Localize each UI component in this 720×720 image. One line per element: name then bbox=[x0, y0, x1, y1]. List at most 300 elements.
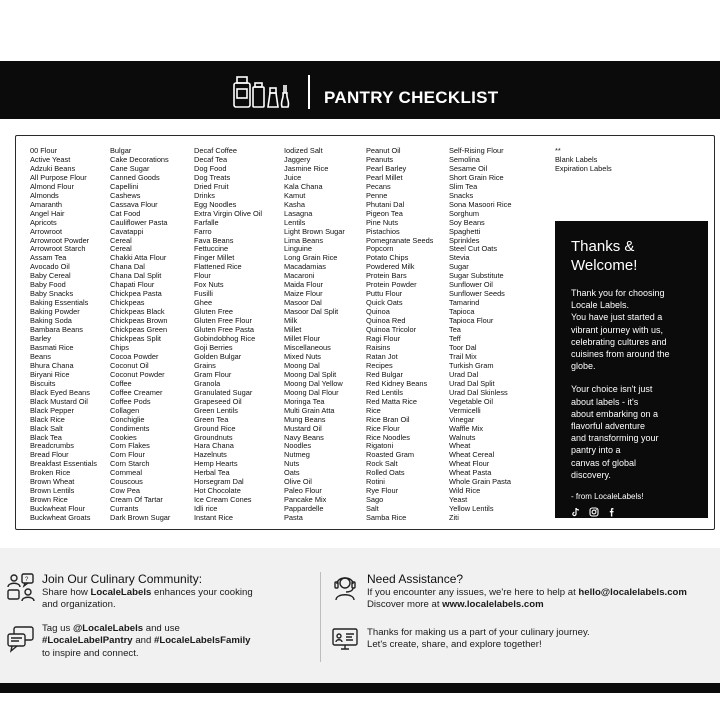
welcome-paragraph-2 bbox=[571, 383, 698, 481]
checklist-item: Sugar bbox=[449, 262, 469, 272]
hashtag-family[interactable]: #LocaleLabelsFamily bbox=[154, 635, 251, 647]
welcome-line: Locale Labels. bbox=[571, 300, 630, 311]
bottom-bar bbox=[0, 683, 720, 693]
checklist-item: Quinoa Red bbox=[366, 316, 406, 326]
support-email-link[interactable]: hello@localelabels.com bbox=[578, 587, 687, 598]
checklist-item: Cow Pea bbox=[110, 486, 140, 496]
checklist-item: Jaggery bbox=[284, 154, 311, 164]
checklist-item: Chips bbox=[110, 342, 129, 352]
checklist-item: Paleo Flour bbox=[284, 486, 322, 496]
checklist-item: Flattened Rice bbox=[194, 262, 242, 272]
checklist-item: Quinoa bbox=[366, 307, 390, 317]
welcome-paragraph-1 bbox=[571, 287, 698, 372]
checklist-item: Decaf Coffee bbox=[194, 146, 238, 155]
checklist-item: Masoor Dal bbox=[284, 298, 322, 308]
checklist-item: Yeast bbox=[449, 495, 468, 505]
checklist-item: Miscellaneous bbox=[284, 342, 331, 352]
checklist-item: Wheat Cereal bbox=[449, 450, 495, 460]
checklist-item: Moong Dal Split bbox=[284, 369, 337, 379]
checklist-item: Slim Tea bbox=[449, 181, 478, 191]
checklist-item: Ice Cream Cones bbox=[194, 495, 252, 505]
header-divider bbox=[308, 75, 310, 109]
checklist-item: Lasagna bbox=[284, 208, 313, 218]
checklist-item: Rigatoni bbox=[366, 441, 394, 451]
checklist-item: Roasted Gram bbox=[366, 450, 415, 460]
checklist-item: Mixed Nuts bbox=[284, 351, 321, 361]
header-bar bbox=[0, 61, 720, 119]
checklist-item: Rotini bbox=[366, 477, 385, 487]
checklist-item: Soy Beans bbox=[449, 217, 485, 227]
welcome-line: canvas of global bbox=[571, 457, 637, 468]
thanks-text: Thanks for making us a part of your culinary journey. Let's create, share, and explore together! bbox=[367, 627, 590, 651]
checklist-item: Corn Flakes bbox=[110, 441, 150, 451]
checklist-item: Bhura Chana bbox=[30, 360, 74, 370]
checklist-column-6 bbox=[449, 147, 511, 523]
checklist-item: Black Eyed Beans bbox=[30, 387, 90, 397]
checklist-item: Self-Rising Flour bbox=[449, 146, 504, 155]
checklist-item: Baby Food bbox=[30, 280, 66, 290]
checklist-item: Amaranth bbox=[30, 199, 63, 209]
checklist-item: Baking Powder bbox=[30, 307, 80, 317]
checklist-item: Vermicelli bbox=[449, 405, 481, 415]
checklist-item: Ragi Flour bbox=[366, 334, 401, 344]
checklist-item: Pancake Mix bbox=[284, 495, 327, 505]
checklist-item: Cereal bbox=[110, 244, 132, 254]
checklist-item: Baking Soda bbox=[30, 316, 72, 326]
checklist-item: Short Grain Rice bbox=[449, 172, 504, 182]
checklist-item: Beans bbox=[30, 351, 51, 361]
checklist-item: Arrowroot bbox=[30, 226, 63, 236]
checklist-item: Mung Beans bbox=[284, 414, 326, 424]
checklist-item: Buckwheat Flour bbox=[30, 504, 86, 514]
checklist-column-2 bbox=[110, 147, 170, 523]
checklist-item: Black Mustard Oil bbox=[30, 396, 88, 406]
checklist-item: Gluten Free Pasta bbox=[194, 325, 254, 335]
checklist-item: Angel Hair bbox=[30, 208, 65, 218]
checklist-item: Wheat Flour bbox=[449, 459, 490, 469]
checklist-item: Milk bbox=[284, 316, 298, 326]
pantry-jars-icon bbox=[232, 71, 294, 111]
checklist-item: Broken Rice bbox=[30, 468, 71, 478]
checklist-item: Oats bbox=[284, 468, 300, 478]
checklist-item: Granola bbox=[194, 378, 221, 388]
checklist-item: Kasha bbox=[284, 199, 305, 209]
checklist-item: Egg Noodles bbox=[194, 199, 237, 209]
checklist-item: Adzuki Beans bbox=[30, 163, 76, 173]
checklist-item: Chickpeas Split bbox=[110, 334, 161, 344]
welcome-line: flavorful adventure bbox=[571, 421, 646, 432]
footer-divider bbox=[320, 572, 321, 662]
instagram-handle[interactable]: @LocaleLabels bbox=[72, 623, 144, 634]
checklist-item: Biryani Rice bbox=[30, 369, 70, 379]
checklist-item: Spaghetti bbox=[449, 226, 481, 236]
checklist-item: Red Kidney Beans bbox=[366, 378, 428, 388]
checklist-item: Black Pepper bbox=[30, 405, 74, 415]
checklist-item: Dog Food bbox=[194, 163, 227, 173]
instagram-icon[interactable] bbox=[589, 507, 599, 517]
checklist-item: Almond Flour bbox=[30, 181, 74, 191]
checklist-item: Arrowroot Starch bbox=[30, 244, 86, 254]
welcome-line: and transforming your bbox=[571, 433, 659, 444]
checklist-item: Cake Decorations bbox=[110, 154, 169, 164]
checklist-item: Ratan Jot bbox=[366, 351, 398, 361]
checklist-item: Collagen bbox=[110, 405, 140, 415]
checklist-item: Cassava Flour bbox=[110, 199, 158, 209]
checklist-item: Rye Flour bbox=[366, 486, 399, 496]
checklist-item: Waffle Mix bbox=[449, 423, 484, 433]
checklist-item: Farfalle bbox=[194, 217, 219, 227]
svg-text:?: ? bbox=[25, 577, 29, 583]
welcome-line: discovery. bbox=[571, 469, 611, 480]
checklist-item: Brown Wheat bbox=[30, 477, 75, 487]
share-screen-icon bbox=[330, 624, 360, 654]
checklist-column-4 bbox=[284, 147, 345, 523]
checklist-item: Chana Dal bbox=[110, 262, 145, 272]
checklist-item: Protein Powder bbox=[366, 280, 417, 290]
checklist-item: Rock Salt bbox=[366, 459, 398, 469]
checklist-item: Coffee bbox=[110, 378, 132, 388]
checklist-item: Maida Flour bbox=[284, 280, 324, 290]
checklist-item: Protein Bars bbox=[366, 271, 407, 281]
checklist-item: Brown Lentils bbox=[30, 486, 75, 496]
checklist-item: Chapati Flour bbox=[110, 280, 155, 290]
community-people-icon bbox=[6, 572, 36, 602]
checklist-item: Cane Sugar bbox=[110, 163, 150, 173]
checklist-item: Chakki Atta Flour bbox=[110, 253, 167, 263]
checklist-item: Tamarind bbox=[449, 298, 480, 308]
checklist-item: Cat Food bbox=[110, 208, 141, 218]
assistance-heading: Need Assistance? bbox=[367, 572, 464, 586]
checklist-item: Flour bbox=[194, 271, 211, 281]
checklist-item: Farro bbox=[194, 226, 212, 236]
welcome-line: cuisines from around the bbox=[571, 349, 670, 360]
checklist-item: Chana Dal Split bbox=[110, 271, 162, 281]
checklist-item: Pappardelle bbox=[284, 504, 324, 514]
checklist-item: Chickpeas Brown bbox=[110, 316, 168, 326]
checklist-column-1 bbox=[30, 147, 97, 523]
checklist-item: Pearl Millet bbox=[366, 172, 403, 182]
checklist-item: Bulgar bbox=[110, 146, 132, 155]
checklist-item: Couscous bbox=[110, 477, 143, 487]
checklist-item: Hot Chocolate bbox=[194, 486, 241, 496]
checklist-item: Horsegram Dal bbox=[194, 477, 244, 487]
checklist-item: Instant Rice bbox=[194, 513, 234, 523]
checklist-item: Breakfast Essentials bbox=[30, 459, 97, 469]
checklist-item: Maize Flour bbox=[284, 289, 323, 299]
checklist-item: Pearl Barley bbox=[366, 163, 407, 173]
checklist-item: All Purpose Flour bbox=[30, 172, 87, 182]
checklist-item: Breadcrumbs bbox=[30, 441, 74, 451]
checklist-item: Bread Flour bbox=[30, 450, 69, 460]
checklist-item: Coconut Powder bbox=[110, 369, 165, 379]
checklist-item: Tea bbox=[449, 325, 461, 335]
checklist-item: Salt bbox=[366, 504, 379, 514]
checklist-item: Cocoa Powder bbox=[110, 351, 159, 361]
checklist-item: Green Tea bbox=[194, 414, 229, 424]
checklist-item: Urad Dal Split bbox=[449, 378, 495, 388]
checklist-item: Active Yeast bbox=[30, 154, 71, 164]
checklist-item: Bambara Beans bbox=[30, 325, 83, 335]
checklist-item: Almonds bbox=[30, 190, 59, 200]
checklist-item: Herbal Tea bbox=[194, 468, 230, 478]
checklist-item: Black Rice bbox=[30, 414, 65, 424]
checklist-item: Urad Dal bbox=[449, 369, 479, 379]
checklist-item: Puttu Flour bbox=[366, 289, 403, 299]
checklist-item: Peanut Oil bbox=[366, 146, 401, 155]
welcome-line: Thank you for choosing bbox=[571, 288, 665, 298]
checklist-item: Semolina bbox=[449, 154, 480, 164]
checklist-item: Sorghum bbox=[449, 208, 479, 218]
checklist-item: Quick Oats bbox=[366, 298, 403, 308]
checklist-item: Rice bbox=[366, 405, 381, 415]
checklist-item: Dog Treats bbox=[194, 172, 231, 182]
checklist-item: Pistachios bbox=[366, 226, 400, 236]
checklist-item: Condiments bbox=[110, 423, 150, 433]
checklist-item: Lima Beans bbox=[284, 235, 324, 245]
chat-bubble-icon bbox=[6, 624, 36, 654]
checklist-item: Yellow Lentils bbox=[449, 504, 494, 514]
checklist-item: Grains bbox=[194, 360, 216, 370]
welcome-line: globe. bbox=[571, 361, 596, 372]
checklist-item: Rice Noodles bbox=[366, 432, 410, 442]
checklist-item: Decaf Tea bbox=[194, 154, 228, 164]
checklist-item: Red Bulgar bbox=[366, 369, 403, 379]
checklist-item: Vinegar bbox=[449, 414, 475, 424]
checklist-item: Ghee bbox=[194, 298, 213, 308]
checklist-item: Mustard Oil bbox=[284, 423, 322, 433]
support-agent-icon bbox=[330, 572, 360, 602]
checklist-item: Sona Masoori Rice bbox=[449, 199, 512, 209]
checklist-item: Pigeon Tea bbox=[366, 208, 403, 218]
checklist-item: Moringa Tea bbox=[284, 396, 325, 406]
checklist-item: Wild Rice bbox=[449, 486, 481, 496]
checklist-item: Wheat bbox=[449, 441, 471, 451]
checklist-item: Hemp Hearts bbox=[194, 459, 238, 469]
checklist-item: Barley bbox=[30, 334, 51, 344]
checklist-item: Chickpeas bbox=[110, 298, 145, 308]
checklist-item: Red Lentils bbox=[366, 387, 403, 397]
checklist-item: Cornmeal bbox=[110, 468, 143, 478]
welcome-signature: - from LocaleLabels! bbox=[571, 492, 644, 502]
checklist-item: Navy Beans bbox=[284, 432, 324, 442]
checklist-item: Fava Beans bbox=[194, 235, 234, 245]
checklist-item: Sago bbox=[366, 495, 384, 505]
checklist-item: Millet bbox=[284, 325, 302, 335]
checklist-item: Buckwheat Groats bbox=[30, 513, 91, 523]
checklist-item: Moong Dal Flour bbox=[284, 387, 339, 397]
checklist-item: Pecans bbox=[366, 181, 391, 191]
checklist-item: Millet Flour bbox=[284, 334, 321, 344]
checklist-item: Cookies bbox=[110, 432, 137, 442]
checklist-item: Macadamias bbox=[284, 262, 326, 272]
checklist-item: Granulated Sugar bbox=[194, 387, 253, 397]
checklist-item: Green Lentils bbox=[194, 405, 238, 415]
checklist-item: Phutani Dal bbox=[366, 199, 405, 209]
checklist-item: Blank Labels bbox=[555, 154, 598, 164]
checklist-item: Black Tea bbox=[30, 432, 62, 442]
checklist-item: Cream Of Tartar bbox=[110, 495, 163, 505]
checklist-item: Stevia bbox=[449, 253, 470, 263]
checklist-item: Popcorn bbox=[366, 244, 394, 254]
checklist-item: Gobindobhog Rice bbox=[194, 334, 256, 344]
checklist-item: Trail Mix bbox=[449, 351, 477, 361]
checklist-column-3 bbox=[194, 147, 262, 523]
checklist-item: Raisins bbox=[366, 342, 391, 352]
checklist-item: Extra Virgin Olive Oil bbox=[194, 208, 263, 218]
checklist-item: Currants bbox=[110, 504, 139, 514]
checklist-item: Long Grain Rice bbox=[284, 253, 338, 263]
checklist-item: Tapioca bbox=[449, 307, 475, 317]
community-text: Join Our Culinary Community: Share how LocaleLabels enhances your cooking and organization. bbox=[42, 572, 253, 611]
checklist-item: Vegetable Oil bbox=[449, 396, 493, 406]
checklist-item: Samba Rice bbox=[366, 513, 407, 523]
checklist-item: Moong Dal bbox=[284, 360, 320, 370]
checklist-item: Sesame Oil bbox=[449, 163, 488, 173]
checklist-item: Tapioca Flour bbox=[449, 316, 494, 326]
checklist-item: Baby Cereal bbox=[30, 271, 71, 281]
checklist-item: Cereal bbox=[110, 235, 132, 245]
checklist-column-5 bbox=[366, 147, 433, 523]
checklist-item: Sunflower Seeds bbox=[449, 289, 505, 299]
checklist-item: Groundnuts bbox=[194, 432, 233, 442]
checklist-item: Lentils bbox=[284, 217, 306, 227]
checklist-item: Powdered Milk bbox=[366, 262, 415, 272]
tiktok-icon[interactable] bbox=[571, 507, 581, 517]
checklist-item: Baby Snacks bbox=[30, 289, 74, 299]
footer bbox=[0, 548, 720, 683]
checklist-item: Pine Nuts bbox=[366, 217, 399, 227]
welcome-line: celebrating cultures and bbox=[571, 336, 667, 347]
tag-text: Tag us @LocaleLabels and use #LocaleLabelPantry and #LocaleLabelsFamily to inspire and connect. bbox=[42, 623, 251, 659]
checklist-item: Apricots bbox=[30, 217, 57, 227]
checklist-item: Red Matta Rice bbox=[366, 396, 417, 406]
social-links bbox=[571, 507, 698, 517]
checklist-item: Conchiglie bbox=[110, 414, 145, 424]
checklist-item: Rolled Oats bbox=[366, 468, 405, 478]
checklist-item: Macaroni bbox=[284, 271, 315, 281]
website-link[interactable]: www.localelabels.com bbox=[442, 599, 544, 611]
checklist-item: Coffee Creamer bbox=[110, 387, 163, 397]
checklist-item: Potato Chips bbox=[366, 253, 409, 263]
checklist-item: Snacks bbox=[449, 190, 474, 200]
checklist-item: Brown Rice bbox=[30, 495, 68, 505]
checklist-item: Rice Flour bbox=[366, 423, 400, 433]
checklist-item: Arrowroot Powder bbox=[30, 235, 90, 245]
checklist-item: Whole Grain Pasta bbox=[449, 477, 512, 487]
checklist-item: Kamut bbox=[284, 190, 306, 200]
checklist-item: Iodized Salt bbox=[284, 146, 323, 155]
checklist-item: Chickpea Pasta bbox=[110, 289, 162, 299]
welcome-line: You have just started a bbox=[571, 312, 663, 323]
checklist-item: Pomegranate Seeds bbox=[366, 235, 434, 245]
checklist-item: Penne bbox=[366, 190, 388, 200]
checklist-item: Capellini bbox=[110, 181, 139, 191]
checklist-item: Turkish Gram bbox=[449, 360, 494, 370]
checklist-item: Pasta bbox=[284, 513, 303, 523]
checklist-item: Sprinkles bbox=[449, 235, 480, 245]
checklist-item: Walnuts bbox=[449, 432, 476, 442]
checklist-item: Cavatappi bbox=[110, 226, 144, 236]
page-title: PANTRY CHECKLIST bbox=[324, 88, 499, 107]
checklist-item: Finger Millet bbox=[194, 253, 235, 263]
checklist-item: Nutmeg bbox=[284, 450, 310, 460]
checklist-item: Toor Dal bbox=[449, 342, 477, 352]
checklist-item: Chickpeas Black bbox=[110, 307, 165, 317]
checklist-item: Wheat Pasta bbox=[449, 468, 492, 478]
checklist-item: Nuts bbox=[284, 459, 300, 469]
checklist-item: Coconut Oil bbox=[110, 360, 149, 370]
checklist-item: Juice bbox=[284, 172, 302, 182]
checklist-item: Grapeseed Oil bbox=[194, 396, 242, 406]
checklist-item: Noodles bbox=[284, 441, 312, 451]
checklist-item: ** bbox=[555, 146, 561, 155]
welcome-line: pantry into a bbox=[571, 445, 621, 456]
checklist-item: Black Salt bbox=[30, 423, 63, 433]
checklist-item: Canned Goods bbox=[110, 172, 160, 182]
checklist-item: Fox Nuts bbox=[194, 280, 224, 290]
welcome-line: about embarking on a bbox=[571, 408, 659, 419]
checklist-item: Cashews bbox=[110, 190, 141, 200]
checklist-item: Light Brown Sugar bbox=[284, 226, 345, 236]
checklist-item: Masoor Dal Split bbox=[284, 307, 339, 317]
checklist-item: Sunflower Oil bbox=[449, 280, 493, 290]
checklist-item: Fettuccine bbox=[194, 244, 229, 254]
checklist-item: Gluten Free Flour bbox=[194, 316, 252, 326]
welcome-panel bbox=[555, 221, 708, 518]
checklist-item: 00 Flour bbox=[30, 146, 58, 155]
checklist-item: Sugar Substitute bbox=[449, 271, 504, 281]
checklist-item: Goji Berries bbox=[194, 342, 233, 352]
welcome-line: Your choice isn't just bbox=[571, 384, 653, 395]
checklist-item: Quinoa Tricolor bbox=[366, 325, 417, 335]
checklist-item: Golden Bulgar bbox=[194, 351, 242, 361]
checklist-item: Corn Starch bbox=[110, 459, 150, 469]
checklist-item: Biscuits bbox=[30, 378, 56, 388]
checklist-item: Coffee Pods bbox=[110, 396, 151, 406]
checklist-item: Dried Fruit bbox=[194, 181, 229, 191]
pantry-checklist bbox=[15, 135, 715, 530]
assistance-text: Need Assistance? If you encounter any issues, we're here to help at hello@localelabels.com Discover more at www.localelabels.com bbox=[367, 572, 687, 611]
checklist-item: Ziti bbox=[449, 513, 459, 523]
welcome-title: Thanks & Welcome! bbox=[571, 238, 638, 274]
checklist-item: Gluten Free bbox=[194, 307, 234, 317]
facebook-icon[interactable] bbox=[607, 507, 617, 517]
checklist-item: Expiration Labels bbox=[555, 163, 612, 173]
checklist-item: Peanuts bbox=[366, 154, 394, 164]
checklist-item: Olive Oil bbox=[284, 477, 312, 487]
checklist-item: Idli rice bbox=[194, 504, 218, 514]
checklist-item: Avocado Oil bbox=[30, 262, 70, 272]
checklist-item: Recipes bbox=[366, 360, 393, 370]
checklist-item: Steel Cut Oats bbox=[449, 244, 498, 254]
checklist-item: Chickpeas Green bbox=[110, 325, 168, 335]
checklist-item: Hazelnuts bbox=[194, 450, 227, 460]
checklist-column-7 bbox=[555, 147, 612, 174]
checklist-item: Drinks bbox=[194, 190, 215, 200]
checklist-item: Rice Bran Oil bbox=[366, 414, 410, 424]
checklist-item: Dark Brown Sugar bbox=[110, 513, 171, 523]
checklist-item: Moong Dal Yellow bbox=[284, 378, 343, 388]
checklist-item: Hara Chana bbox=[194, 441, 234, 451]
hashtag-pantry[interactable]: #LocaleLabelPantry bbox=[42, 635, 133, 647]
checklist-item: Corn Flour bbox=[110, 450, 145, 460]
welcome-line: vibrant journey with us, bbox=[571, 324, 664, 335]
checklist-item: Jasmine Rice bbox=[284, 163, 329, 173]
checklist-item: Kala Chana bbox=[284, 181, 323, 191]
checklist-item: Ground Rice bbox=[194, 423, 236, 433]
checklist-item: Multi Grain Atta bbox=[284, 405, 335, 415]
checklist-item: Baking Essentials bbox=[30, 298, 89, 308]
